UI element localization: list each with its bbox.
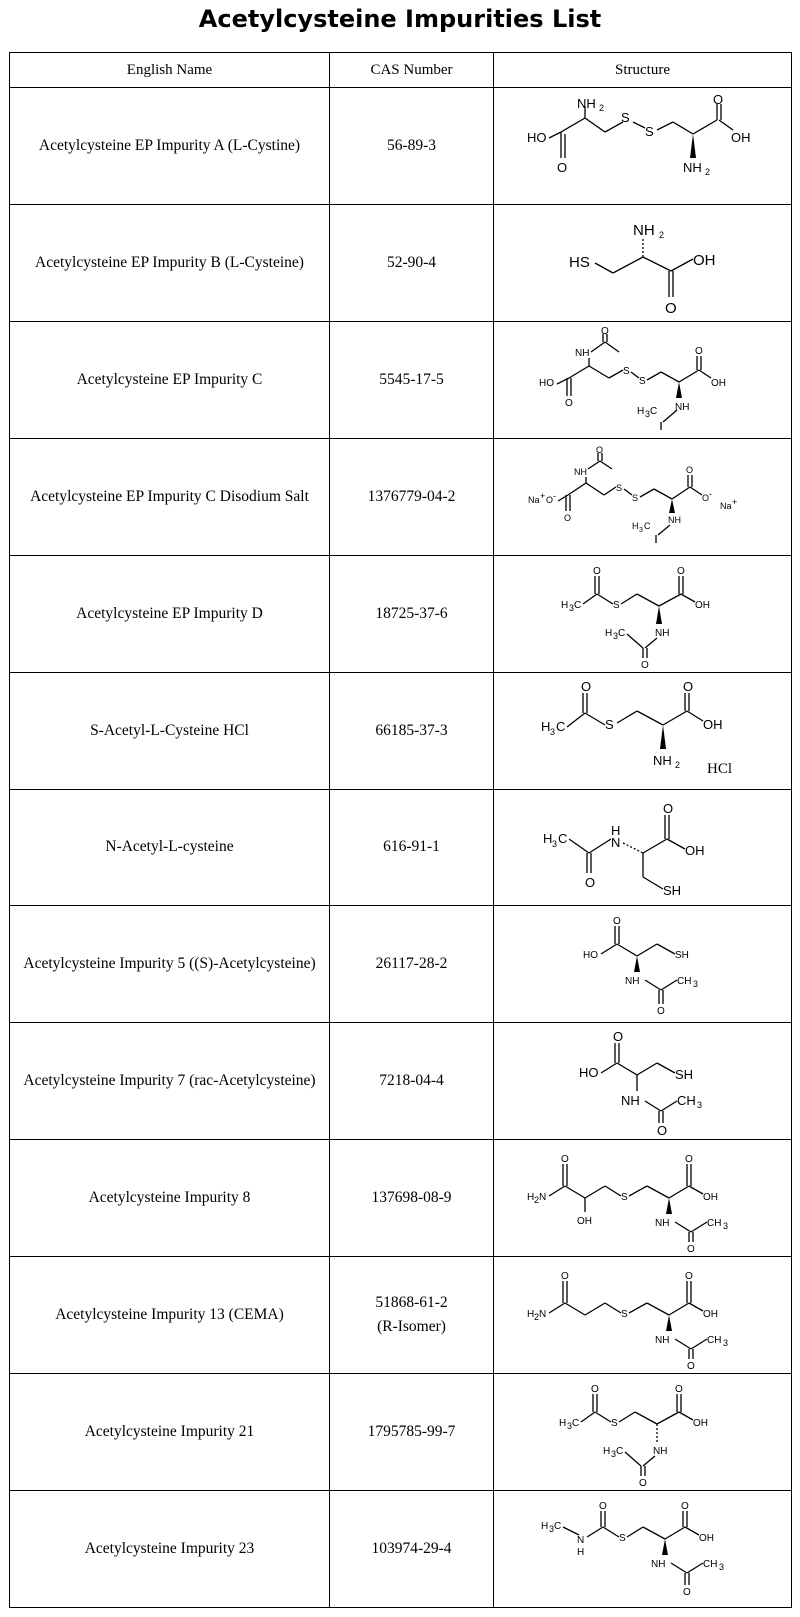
svg-text:S: S xyxy=(622,365,630,377)
table-row xyxy=(10,88,792,205)
svg-text:O: O xyxy=(560,1271,569,1283)
svg-text:S: S xyxy=(604,716,614,732)
row-cas xyxy=(330,1374,494,1491)
svg-text:N: N xyxy=(576,1535,584,1547)
row-structure xyxy=(494,1374,792,1491)
svg-text:3: 3 xyxy=(566,1421,572,1432)
svg-text:2: 2 xyxy=(533,1312,539,1323)
svg-text:O: O xyxy=(664,299,677,317)
svg-text:NH: NH xyxy=(667,514,681,525)
svg-text:SH: SH xyxy=(674,950,689,962)
cas-number: 5545-17-5 xyxy=(379,370,444,388)
table-row xyxy=(10,1491,792,1608)
cas-number: 137698-08-9 xyxy=(371,1189,452,1207)
svg-text:S: S xyxy=(644,123,654,139)
svg-text:H: H xyxy=(558,1418,566,1430)
svg-text:H: H xyxy=(610,823,620,839)
structure-impurity-21 xyxy=(533,1382,753,1490)
row-name: Acetylcysteine Impurity 8 xyxy=(10,1140,330,1257)
svg-text:3: 3 xyxy=(610,1449,616,1460)
structure-cema xyxy=(523,1265,763,1373)
svg-text:C: C xyxy=(649,405,657,417)
cas-number: 56-89-3 xyxy=(386,136,437,154)
svg-text:H: H xyxy=(560,599,568,611)
svg-text:O: O xyxy=(612,1029,623,1045)
row-structure xyxy=(494,321,792,438)
svg-text:HS: HS xyxy=(568,253,590,271)
svg-text:3: 3 xyxy=(722,1338,728,1349)
row-name: Acetylcysteine EP Impurity C Disodium Salt xyxy=(10,438,330,555)
svg-text:3: 3 xyxy=(638,526,643,534)
svg-text:O: O xyxy=(598,1501,607,1513)
structure-impurity-d xyxy=(533,564,753,671)
row-structure xyxy=(494,672,792,789)
svg-text:3: 3 xyxy=(644,408,650,419)
table-row xyxy=(10,555,792,672)
svg-text:OH: OH xyxy=(730,129,750,145)
svg-text:O: O xyxy=(640,659,649,671)
structure-impurity-8 xyxy=(523,1148,763,1256)
svg-text:NH: NH xyxy=(654,1218,669,1230)
svg-text:C: C xyxy=(553,1521,561,1533)
svg-text:C: C xyxy=(571,1418,579,1430)
svg-text:H: H xyxy=(602,1446,610,1458)
row-structure xyxy=(494,906,792,1023)
svg-text:O: O xyxy=(564,397,573,409)
svg-text:O: O xyxy=(701,492,709,503)
cas-note: (R-Isomer) xyxy=(377,1318,446,1336)
svg-text:Na: Na xyxy=(719,500,732,511)
row-name: Acetylcysteine Impurity 7 (rac-Acetylcysteine) xyxy=(10,1023,330,1140)
svg-text:N: N xyxy=(538,1192,546,1204)
svg-text:N: N xyxy=(538,1309,546,1321)
impurities-table xyxy=(9,52,792,1608)
svg-text:S: S xyxy=(618,1533,626,1545)
svg-text:+: + xyxy=(539,490,545,501)
svg-text:HO: HO xyxy=(578,1065,598,1081)
svg-text:C: C xyxy=(557,831,567,847)
cas-number: 1795785-99-7 xyxy=(367,1423,456,1441)
svg-text:O: O xyxy=(684,1271,693,1283)
svg-text:S: S xyxy=(638,375,646,387)
svg-text:OH: OH xyxy=(692,1418,708,1430)
svg-text:O: O xyxy=(595,444,603,455)
svg-text:SH: SH xyxy=(674,1067,693,1083)
svg-text:O: O xyxy=(638,1478,647,1490)
table-row xyxy=(10,672,792,789)
svg-text:C: C xyxy=(617,627,625,639)
structure-l-cystine xyxy=(523,91,763,196)
svg-text:O: O xyxy=(685,464,693,475)
svg-text:O: O xyxy=(676,565,685,577)
table-row xyxy=(10,438,792,555)
svg-text:3: 3 xyxy=(551,839,557,850)
table-row xyxy=(10,789,792,906)
svg-text:3: 3 xyxy=(549,726,555,737)
svg-text:OH: OH xyxy=(710,377,726,389)
svg-text:H: H xyxy=(576,1547,584,1559)
svg-text:2: 2 xyxy=(533,1195,539,1206)
row-cas xyxy=(330,321,494,438)
cas-number: 66185-37-3 xyxy=(375,721,448,739)
svg-text:NH: NH xyxy=(674,401,689,413)
row-structure xyxy=(494,1491,792,1608)
svg-text:HO: HO xyxy=(582,950,598,962)
svg-text:H: H xyxy=(636,405,644,417)
row-name: Acetylcysteine EP Impurity B (L-Cysteine) xyxy=(10,204,330,321)
svg-text:O: O xyxy=(656,1006,665,1018)
svg-text:NH: NH xyxy=(654,627,669,639)
row-name: Acetylcysteine Impurity 23 xyxy=(10,1491,330,1608)
table-row xyxy=(10,1257,792,1374)
table-header-row xyxy=(10,53,792,88)
structure-impurity-23 xyxy=(533,1499,753,1599)
svg-text:-: - xyxy=(552,490,556,501)
svg-text:C: C xyxy=(573,599,581,611)
row-cas xyxy=(330,1140,494,1257)
svg-text:O: O xyxy=(680,1501,689,1513)
svg-text:OH: OH xyxy=(702,1192,718,1204)
svg-text:O: O xyxy=(686,1244,695,1256)
svg-text:OH: OH xyxy=(694,599,710,611)
svg-text:N: N xyxy=(610,835,620,851)
svg-text:NH: NH xyxy=(620,1093,640,1109)
table-row xyxy=(10,321,792,438)
table-row xyxy=(10,204,792,321)
row-cas xyxy=(330,438,494,555)
svg-text:3: 3 xyxy=(692,979,698,990)
cas-number: 7218-04-4 xyxy=(379,1072,444,1090)
structure-impurity-c xyxy=(533,325,753,430)
svg-text:O: O xyxy=(694,345,703,357)
row-cas xyxy=(330,1491,494,1608)
svg-text:CH: CH xyxy=(706,1218,721,1230)
structure-s-acetyl-l-cysteine-hcl xyxy=(523,679,763,783)
svg-text:OH: OH xyxy=(692,251,715,269)
svg-text:OH: OH xyxy=(576,1216,592,1228)
svg-text:CH: CH xyxy=(706,1335,721,1347)
row-cas xyxy=(330,1023,494,1140)
svg-text:NH: NH xyxy=(650,1559,665,1571)
svg-text:CH: CH xyxy=(702,1559,717,1571)
svg-text:NH: NH xyxy=(576,95,596,111)
svg-text:OH: OH xyxy=(684,843,704,859)
svg-text:O: O xyxy=(563,512,571,523)
svg-text:O: O xyxy=(674,1384,683,1396)
svg-text:NH: NH xyxy=(652,752,672,768)
svg-text:O: O xyxy=(584,875,595,891)
cas-number: 52-90-4 xyxy=(386,253,437,271)
row-structure xyxy=(494,88,792,205)
svg-text:H: H xyxy=(540,718,550,734)
svg-text:O: O xyxy=(600,325,609,337)
row-cas xyxy=(330,672,494,789)
row-structure xyxy=(494,555,792,672)
svg-text:3: 3 xyxy=(568,602,574,613)
cas-number: 103974-29-4 xyxy=(371,1540,452,1558)
row-name: Acetylcysteine Impurity 13 (CEMA) xyxy=(10,1257,330,1374)
cas-number: 51868-61-2 xyxy=(375,1294,448,1312)
svg-text:O: O xyxy=(560,1154,569,1166)
table-row xyxy=(10,1140,792,1257)
svg-text:2: 2 xyxy=(674,759,680,770)
row-cas xyxy=(330,1257,494,1374)
svg-text:O: O xyxy=(590,1384,599,1396)
row-cas xyxy=(330,555,494,672)
svg-text:O: O xyxy=(556,159,567,175)
svg-text:CH: CH xyxy=(676,976,691,988)
svg-text:HO: HO xyxy=(538,377,554,389)
svg-text:OH: OH xyxy=(702,1309,718,1321)
row-name: S-Acetyl-L-Cysteine HCl xyxy=(10,672,330,789)
svg-text:3: 3 xyxy=(548,1524,554,1535)
svg-text:2: 2 xyxy=(658,229,664,240)
svg-text:3: 3 xyxy=(718,1562,724,1573)
svg-text:C: C xyxy=(643,520,650,531)
svg-text:HCl: HCl xyxy=(706,760,732,777)
svg-text:H: H xyxy=(540,1521,548,1533)
table-row xyxy=(10,1374,792,1491)
svg-text:O: O xyxy=(682,1587,691,1599)
svg-text:O: O xyxy=(612,916,621,928)
svg-text:H: H xyxy=(526,1192,534,1204)
svg-text:S: S xyxy=(620,1309,628,1321)
svg-text:C: C xyxy=(615,1446,623,1458)
cas-number: 18725-37-6 xyxy=(375,604,448,622)
page-title: Acetylcysteine Impurities List xyxy=(198,5,602,33)
svg-text:O: O xyxy=(686,1361,695,1373)
svg-text:3: 3 xyxy=(696,1100,702,1111)
svg-text:-: - xyxy=(708,488,712,499)
svg-text:O: O xyxy=(712,91,723,107)
structure-s-acetylcysteine xyxy=(533,914,753,1018)
structure-rac-acetylcysteine xyxy=(533,1029,753,1139)
svg-text:NH: NH xyxy=(654,1335,669,1347)
svg-text:O: O xyxy=(545,494,553,505)
svg-text:OH: OH xyxy=(698,1533,714,1545)
cas-number: 616-91-1 xyxy=(383,838,440,856)
svg-text:H: H xyxy=(631,520,638,531)
svg-text:NH: NH xyxy=(573,466,587,477)
row-name: Acetylcysteine EP Impurity C xyxy=(10,321,330,438)
svg-text:O: O xyxy=(592,565,601,577)
row-structure xyxy=(494,789,792,906)
svg-text:NH: NH xyxy=(632,221,655,239)
svg-text:S: S xyxy=(631,492,638,503)
structure-l-cysteine xyxy=(533,213,753,317)
svg-text:NH: NH xyxy=(682,159,702,175)
row-name: Acetylcysteine EP Impurity D xyxy=(10,555,330,672)
svg-text:H: H xyxy=(604,627,612,639)
row-structure xyxy=(494,1140,792,1257)
svg-text:2: 2 xyxy=(704,166,710,177)
svg-text:+: + xyxy=(731,496,737,507)
svg-text:H: H xyxy=(542,831,552,847)
row-structure xyxy=(494,204,792,321)
row-cas xyxy=(330,789,494,906)
table-row xyxy=(10,1023,792,1140)
svg-text:H: H xyxy=(526,1309,534,1321)
svg-text:OH: OH xyxy=(702,716,722,732)
svg-text:HO: HO xyxy=(526,129,546,145)
row-name: Acetylcysteine Impurity 5 ((S)-Acetylcysteine) xyxy=(10,906,330,1023)
header-english-name: English Name xyxy=(10,53,330,88)
svg-text:S: S xyxy=(620,1192,628,1204)
svg-text:O: O xyxy=(662,801,673,817)
cas-number: 1376779-04-2 xyxy=(367,487,456,505)
structure-impurity-c-disodium xyxy=(527,444,758,547)
svg-text:O: O xyxy=(684,1154,693,1166)
svg-text:2: 2 xyxy=(598,102,604,113)
svg-text:NH: NH xyxy=(652,1446,667,1458)
row-cas xyxy=(330,204,494,321)
table-row xyxy=(10,906,792,1023)
svg-text:S: S xyxy=(610,1418,618,1430)
svg-text:NH: NH xyxy=(624,976,639,988)
row-cas xyxy=(330,88,494,205)
row-name: N-Acetyl-L-cysteine xyxy=(10,789,330,906)
row-structure xyxy=(494,1257,792,1374)
svg-text:SH: SH xyxy=(662,883,681,899)
svg-text:O: O xyxy=(682,678,693,694)
svg-text:CH: CH xyxy=(676,1093,696,1109)
header-cas-number: CAS Number xyxy=(330,53,494,88)
svg-text:3: 3 xyxy=(722,1221,728,1232)
svg-text:O: O xyxy=(656,1123,667,1139)
svg-text:NH: NH xyxy=(574,347,589,359)
svg-text:O: O xyxy=(580,678,591,694)
row-cas xyxy=(330,906,494,1023)
svg-text:S: S xyxy=(615,482,622,493)
svg-text:Na: Na xyxy=(527,494,540,505)
row-structure xyxy=(494,438,792,555)
svg-text:C: C xyxy=(555,718,565,734)
row-name: Acetylcysteine EP Impurity A (L-Cystine) xyxy=(10,88,330,205)
svg-text:3: 3 xyxy=(612,630,618,641)
cas-number: 26117-28-2 xyxy=(375,955,448,973)
header-structure: Structure xyxy=(494,53,792,88)
row-name: Acetylcysteine Impurity 21 xyxy=(10,1374,330,1491)
svg-text:S: S xyxy=(612,599,620,611)
svg-text:S: S xyxy=(620,109,630,125)
structure-n-acetyl-l-cysteine xyxy=(533,795,753,899)
row-structure xyxy=(494,1023,792,1140)
